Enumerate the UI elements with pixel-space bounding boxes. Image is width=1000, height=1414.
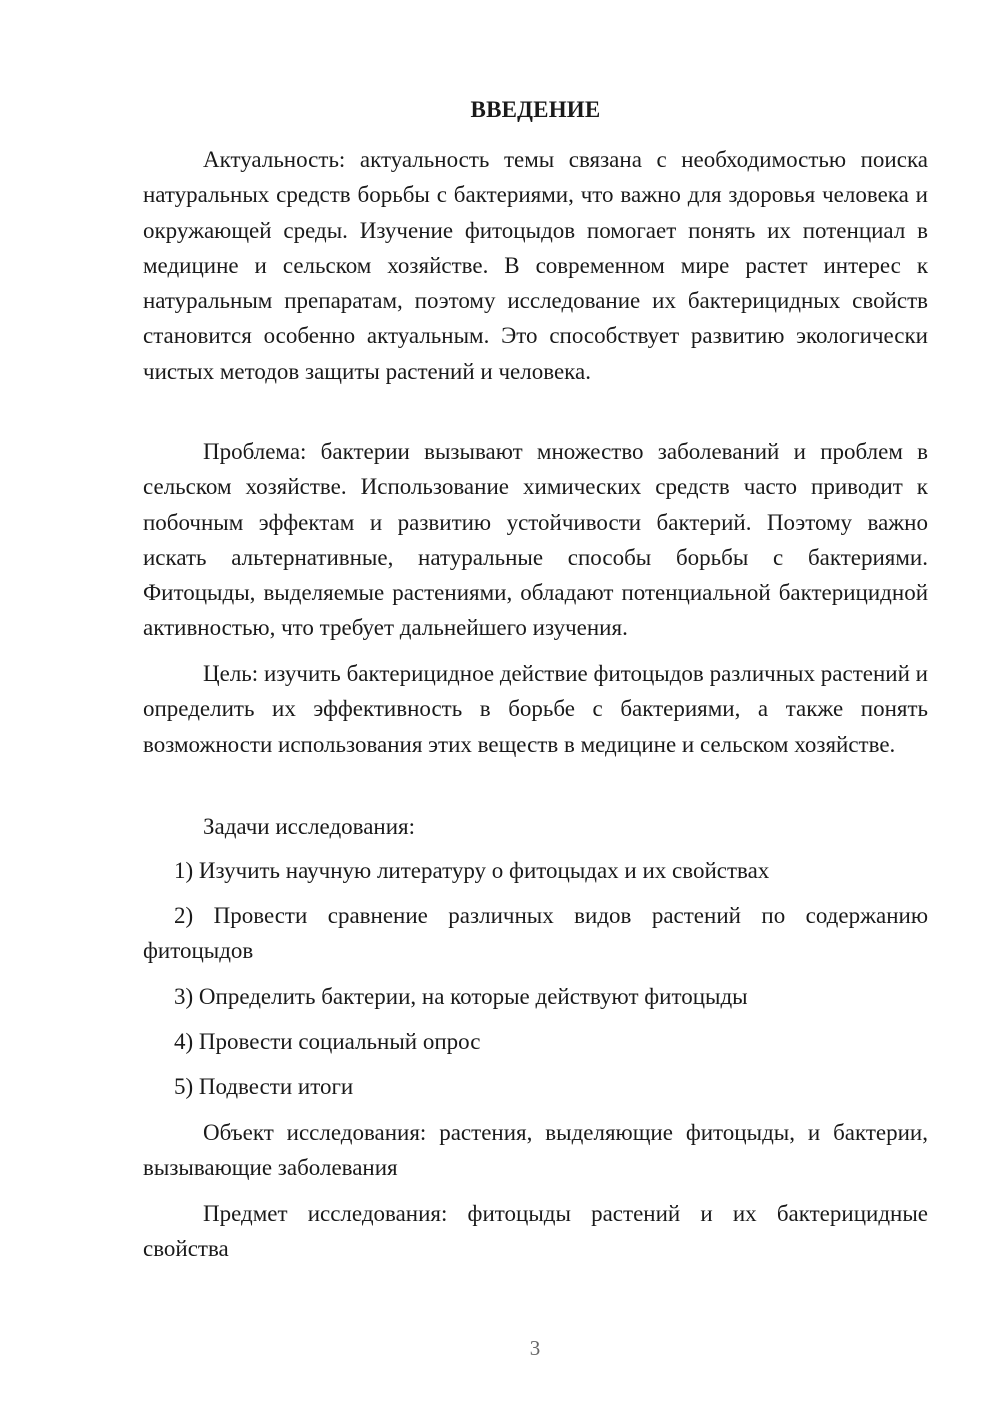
paragraph-object: Объект исследования: растения, выделяющие фитоцыды, и бактерии, вызывающие заболевания <box>143 1120 928 1181</box>
page-number: 3 <box>529 1336 541 1360</box>
paragraph-goal: Цель: изучить бактерицидное действие фитоцыдов различных растений и определить их эффективность в борьбе с бактериями, а также понять возможности использования этих веществ в медицине и сельском хозяйстве. <box>143 661 928 757</box>
task-item-2: 2) Провести сравнение различных видов растений по содержанию фитоцыдов <box>143 903 928 964</box>
task-item-4: 4) Провести социальный опрос <box>174 1029 481 1054</box>
task-item-5: 5) Подвести итоги <box>174 1074 354 1099</box>
tasks-title: Задачи исследования: <box>203 814 416 839</box>
paragraph-problem: Проблема: бактерии вызывают множество заболеваний и проблем в сельском хозяйстве. Использование химических средств часто приводит к побочным эффектам и развитию устойчивости бактерий. Поэтому важно искать альтернативные, натуральные способы борьбы с бактериями. Фитоцыды, выделяемые растениями, обладают потенциальной бактерицидной активностью, что требует дальнейшего изучения. <box>143 439 928 641</box>
paragraph-subject: Предмет исследования: фитоцыды растений и их бактерицидные свойства <box>143 1201 928 1262</box>
task-item-3: 3) Определить бактерии, на которые действуют фитоцыды <box>174 984 748 1009</box>
paragraph-relevance: Актуальность: актуальность темы связана с необходимостью поиска натуральных средств борьбы с бактериями, что важно для здоровья человека и окружающей среды. Изучение фитоцыдов помогает понять их потенциал в медицине и сельском хозяйстве. В современном мире растет интерес к натуральным препаратам, поэтому исследование их бактерицидных свойств становится особенно актуальным. Это способствует развитию экологически чистых методов защиты растений и человека. <box>143 147 928 384</box>
page-title: ВВЕДЕНИЕ <box>470 97 601 122</box>
task-item-1: 1) Изучить научную литературу о фитоцыдах и их свойствах <box>174 858 770 883</box>
